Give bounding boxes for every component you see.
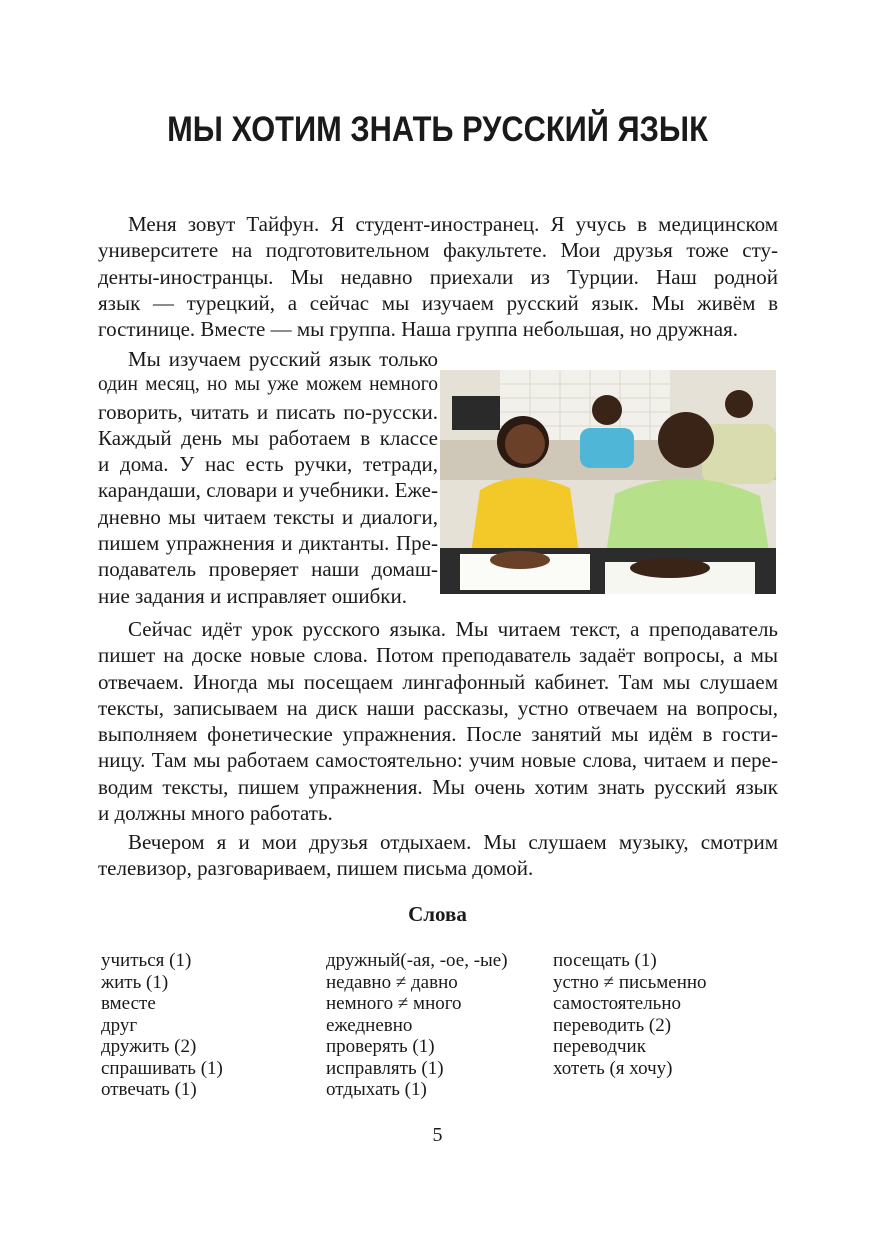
text-line: денты-иностранцы. Мы недавно приехали из Турции. Наш родной xyxy=(98,264,778,289)
text-line: Меня зовут Тайфун. Я студент-иностранец. Я учусь в медицинском xyxy=(128,212,778,236)
text-line: и дома. У нас есть ручки, тетради, xyxy=(98,452,438,477)
vocab-word: устно ≠ письменно xyxy=(553,971,707,993)
text-line: Вечером я и мои друзья отдыхаем. Мы слушаем музыку, смотрим xyxy=(128,830,778,854)
vocab-word: дружить (2) xyxy=(101,1036,197,1057)
vocab-word: самостоятельно xyxy=(553,993,682,1014)
vocabulary-column-1 xyxy=(101,950,223,1101)
text-line: ние задания и исправляет ошибки. xyxy=(98,583,407,608)
page-title: МЫ ХОТИМ ЗНАТЬ РУССКИЙ ЯЗЫК xyxy=(167,110,708,149)
text-line: и должны много работать. xyxy=(98,801,333,826)
text-line: университете на подготовительном факультете. Мои друзья тоже сту- xyxy=(98,238,778,263)
text-line: водим тексты, пишем упражнения. Мы очень хотим знать русский язык xyxy=(98,774,778,799)
text-line: Каждый день мы работаем в классе xyxy=(98,425,438,450)
text-line: гостинице. Вместе — мы группа. Наша группа небольшая, но дружная. xyxy=(98,317,739,342)
text-line: говорить, читать и писать по-русски. xyxy=(98,399,438,424)
text-line: пишет на доске новые слова. Потом преподаватель задаёт вопросы, а мы xyxy=(98,643,778,668)
vocab-word: отвечать (1) xyxy=(101,1079,197,1100)
text-line: один месяц, но мы уже можем немного xyxy=(98,374,438,396)
vocab-word: посещать (1) xyxy=(553,950,657,971)
text-line: дневно мы читаем тексты и диалоги, xyxy=(98,504,438,529)
text-line: отвечаем. Иногда мы посещаем лингафонный кабинет. Там мы слушаем xyxy=(98,669,778,694)
text-line: пишем упражнения и диктанты. Пре- xyxy=(98,531,438,556)
text-line: язык — турецкий, а сейчас мы изучаем русский язык. Мы живём в xyxy=(98,290,778,315)
vocab-word: немного ≠ много xyxy=(326,993,462,1014)
text-line: тексты, записываем на диск наши рассказы, устно отвечаем на вопросы, xyxy=(98,695,778,720)
vocab-word: вместе xyxy=(101,993,156,1014)
vocabulary-column-2 xyxy=(326,950,508,1101)
vocab-word: друг xyxy=(101,1014,138,1036)
vocabulary-column-3 xyxy=(553,950,707,1079)
vocab-word: учиться (1) xyxy=(101,950,192,971)
page-number: 5 xyxy=(432,1124,443,1146)
vocab-word: проверять (1) xyxy=(326,1036,435,1057)
text-line: телевизор, разговариваем, пишем письма домой. xyxy=(98,856,534,881)
text-line: ницу. Там мы работаем самостоятельно: учим новые слова, читаем и пере- xyxy=(98,748,778,773)
paragraph-lesson xyxy=(98,616,778,826)
vocab-word: жить (1) xyxy=(101,971,169,993)
vocabulary-heading: Слова xyxy=(408,902,467,926)
classroom-photo xyxy=(440,370,776,594)
students-illustration xyxy=(440,370,776,594)
text-line: выполняем фонетические упражнения. После занятий мы идём в гости- xyxy=(98,722,778,747)
paragraph-intro xyxy=(98,211,778,342)
vocab-word: хотеть (я хочу) xyxy=(553,1057,673,1079)
vocab-word: переводить (2) xyxy=(553,1014,672,1036)
text-line: карандаши, словари и учебники. Еже- xyxy=(98,478,438,503)
vocab-word: отдыхать (1) xyxy=(326,1079,427,1100)
vocab-word: исправлять (1) xyxy=(326,1057,444,1079)
vocab-word: спрашивать (1) xyxy=(101,1057,223,1079)
text-line: Сейчас идёт урок русского языка. Мы читаем текст, а преподаватель xyxy=(128,617,778,641)
paragraph-evening xyxy=(98,829,778,882)
text-line: подаватель проверяет наши домаш- xyxy=(98,557,438,582)
vocab-word: дружный(-ая, -ое, -ые) xyxy=(326,950,508,971)
vocab-word: недавно ≠ давно xyxy=(326,971,458,993)
vocab-word: ежедневно xyxy=(326,1014,413,1036)
text-line: Мы изучаем русский язык только xyxy=(128,347,438,371)
paragraph-study xyxy=(98,346,438,609)
vocab-word: переводчик xyxy=(553,1036,646,1057)
